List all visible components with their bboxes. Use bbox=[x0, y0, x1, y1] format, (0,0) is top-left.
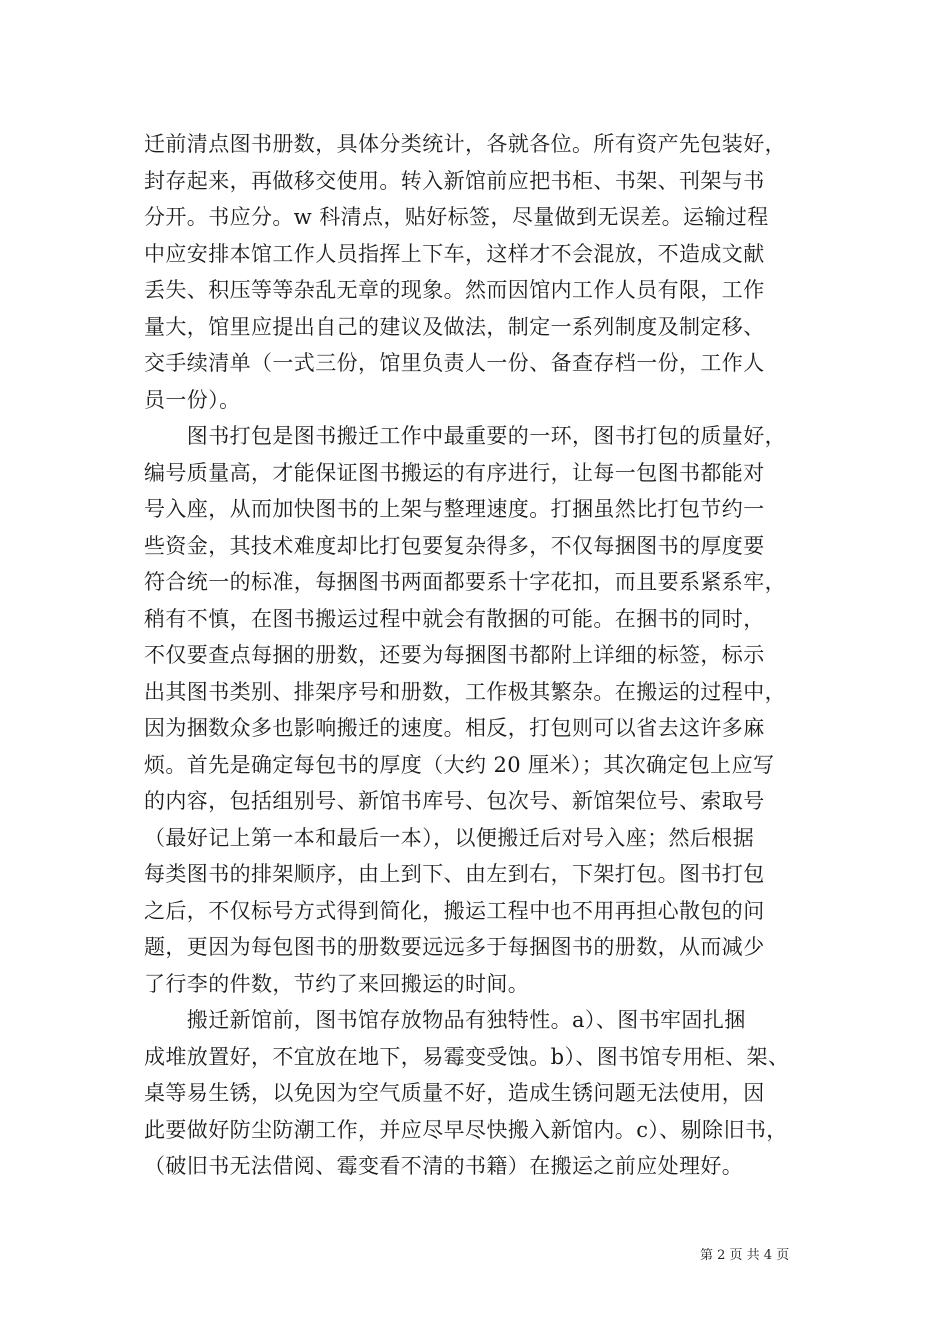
text-line: 中应安排本馆工作人员指挥上下车，这样才不会混放，不造成文献 bbox=[144, 242, 765, 266]
text-line: 每类图书的排架顺序，由上到下、由左到右，下架打包。图书打包 bbox=[144, 862, 765, 886]
text-line: 员一份）。 bbox=[144, 388, 241, 412]
text-line: 之后，不仅标号方式得到简化，搬运工程中也不用再担心散包的问 bbox=[144, 899, 765, 923]
page-number-footer: 第 2 页 共 4 页 bbox=[700, 1248, 790, 1263]
text-line: 编号质量高，才能保证图书搬运的有序进行，让每一包图书都能对 bbox=[144, 461, 765, 485]
text-line: （破旧书无法借阅、霉变看不清的书籍）在搬运之前应处理好。 bbox=[144, 1154, 744, 1178]
text-line: 封存起来，再做移交使用。转入新馆前应把书柜、书架、刊架与书 bbox=[144, 169, 765, 193]
text-line: 了行李的件数，节约了来回搬运的时间。 bbox=[144, 972, 530, 996]
text-line: 号入座，从而加快图书的上架与整理速度。打捆虽然比打包节约一 bbox=[144, 497, 765, 521]
text-line: 图书打包是图书搬迁工作中最重要的一环，图书打包的质量好， bbox=[144, 424, 786, 448]
text-line: 因为捆数众多也影响搬迁的速度。相反，打包则可以省去这许多麻 bbox=[144, 716, 765, 740]
text-line: 交手续清单（一式三份，馆里负责人一份、备查存档一份，工作人 bbox=[144, 351, 765, 375]
text-line: 不仅要查点每捆的册数，还要为每捆图书都附上详细的标签，标示 bbox=[144, 643, 765, 667]
text-line: 分开。书应分。w 科清点，贴好标签，尽量做到无误差。运输过程 bbox=[144, 205, 769, 229]
text-line: 成堆放置好，不宜放在地下，易霉变受蚀。b）、图书馆专用柜、架、 bbox=[144, 1045, 790, 1069]
text-line: 稍有不慎，在图书搬运过程中就会有散捆的可能。在捆书的同时， bbox=[144, 607, 765, 631]
text-line: 迁前清点图书册数，具体分类统计，各就各位。所有资产先包装好， bbox=[144, 132, 786, 156]
text-line: 丢失、积压等等杂乱无章的现象。然而因馆内工作人员有限，工作 bbox=[144, 278, 765, 302]
text-line: 桌等易生锈，以免因为空气质量不好，造成生锈问题无法使用，因 bbox=[144, 1081, 765, 1105]
text-line: 符合统一的标准，每捆图书两面都要系十字花扣，而且要系紧系牢， bbox=[144, 570, 786, 594]
text-line: 此要做好防尘防潮工作，并应尽早尽快搬入新馆内。c）、剔除旧书， bbox=[144, 1118, 788, 1142]
text-line: 题，更因为每包图书的册数要远远多于每捆图书的册数，从而减少 bbox=[144, 935, 765, 959]
text-line: （最好记上第一本和最后一本），以便搬迁后对号入座；然后根据 bbox=[144, 826, 755, 850]
text-line: 量大，馆里应提出自己的建议及做法，制定一系列制度及制定移、 bbox=[144, 315, 765, 339]
text-line: 出其图书类别、排架序号和册数，工作极其繁杂。在搬运的过程中， bbox=[144, 680, 786, 704]
text-line: 搬迁新馆前，图书馆存放物品有独特性。a）、图书牢固扎捆 bbox=[144, 1008, 746, 1032]
text-line: 的内容，包括组别号、新馆书库号、包次号、新馆架位号、索取号 bbox=[144, 789, 765, 813]
text-line: 些资金，其技术难度却比打包要复杂得多，不仅每捆图书的厚度要 bbox=[144, 534, 765, 558]
text-line: 烦。首先是确定每包书的厚度（大约 20 厘米）；其次确定包上应写 bbox=[144, 753, 775, 777]
